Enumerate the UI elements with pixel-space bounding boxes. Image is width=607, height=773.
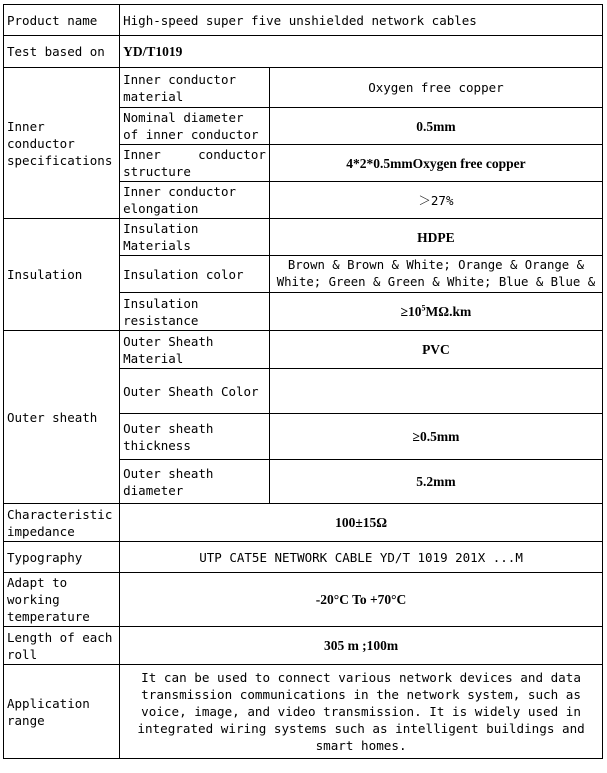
insulation-materials-label: Insulation Materials bbox=[120, 219, 270, 256]
impedance-value: 100±15Ω bbox=[120, 504, 603, 542]
insulation-resistance-label: Insulation resistance bbox=[120, 293, 270, 331]
temperature-label: Adapt to working temperature bbox=[4, 573, 120, 627]
inner-elongation-label: Inner conductor elongation bbox=[120, 182, 270, 219]
inner-conductor-label: Inner conductor specifications bbox=[4, 68, 120, 219]
inner-structure-label bbox=[120, 145, 270, 182]
insulation-resistance-value bbox=[269, 293, 602, 331]
spec-table bbox=[3, 4, 603, 759]
table-row bbox=[4, 665, 603, 759]
table-row bbox=[4, 36, 603, 68]
outer-sheath-label: Outer sheath bbox=[4, 331, 120, 504]
sheath-thickness-label: Outer sheath thickness bbox=[120, 414, 270, 460]
insulation-label: Insulation bbox=[4, 219, 120, 331]
application-value: It can be used to connect various network devices and data transmission communications in the network system, such as voice, image, and video transmission. It is widely used in integrated wiring systems such as intelligent buildings and smart homes. bbox=[120, 665, 603, 759]
sheath-color-value bbox=[269, 369, 602, 414]
table-row bbox=[4, 219, 603, 256]
sheath-thickness-value: ≥0.5mm bbox=[269, 414, 602, 460]
inner-structure-value: 4*2*0.5mmOxygen free copper bbox=[269, 145, 602, 182]
inner-structure-label-line2: structure bbox=[123, 164, 191, 179]
table-row bbox=[4, 573, 603, 627]
sheath-material-value: PVC bbox=[269, 331, 602, 369]
insulation-color-line1: Brown & Brown & White; Orange & Orange & bbox=[287, 258, 584, 272]
sheath-material-label: Outer Sheath Material bbox=[120, 331, 270, 369]
insulation-color-value bbox=[269, 256, 602, 293]
resistance-exponent: 5 bbox=[421, 303, 426, 313]
product-name-value: High-speed super five unshielded network cables bbox=[120, 5, 603, 36]
table-row bbox=[4, 627, 603, 665]
test-based-on-label: Test based on bbox=[4, 36, 120, 68]
product-name-label: Product name bbox=[4, 5, 120, 36]
inner-structure-label-line1: Inner conductor bbox=[123, 147, 266, 162]
roll-length-value: 305 m ;100m bbox=[120, 627, 603, 665]
test-based-on-value: YD/T1019 bbox=[120, 36, 603, 68]
roll-length-label: Length of each roll bbox=[4, 627, 120, 665]
inner-diameter-value: 0.5mm bbox=[269, 108, 602, 145]
inner-elongation-value: ＞27% bbox=[269, 182, 602, 219]
table-row bbox=[4, 504, 603, 542]
inner-material-value: Oxygen free copper bbox=[269, 68, 602, 108]
inner-diameter-label: Nominal diameter of inner conductor bbox=[120, 108, 270, 145]
insulation-color-line2: White; Green & Green & White; Blue & Blue & bbox=[276, 275, 596, 289]
sheath-color-label: Outer Sheath Color bbox=[120, 369, 270, 414]
typography-label: Typography bbox=[4, 542, 120, 573]
inner-material-label: Inner conductor material bbox=[120, 68, 270, 108]
table-row bbox=[4, 5, 603, 36]
resistance-unit: MΩ.km bbox=[425, 304, 472, 319]
insulation-materials-value: HDPE bbox=[269, 219, 602, 256]
resistance-prefix: ≥10 bbox=[400, 304, 422, 319]
temperature-value: -20°C To +70°C bbox=[120, 573, 603, 627]
impedance-label: Characteristic impedance bbox=[4, 504, 120, 542]
typography-value: UTP CAT5E NETWORK CABLE YD/T 1019 201X ...M bbox=[120, 542, 603, 573]
table-row bbox=[4, 68, 603, 108]
sheath-diameter-value: 5.2mm bbox=[269, 460, 602, 504]
application-label: Application range bbox=[4, 665, 120, 759]
sheath-diameter-label: Outer sheath diameter bbox=[120, 460, 270, 504]
insulation-color-label: Insulation color bbox=[120, 256, 270, 293]
table-row bbox=[4, 331, 603, 369]
table-row bbox=[4, 542, 603, 573]
